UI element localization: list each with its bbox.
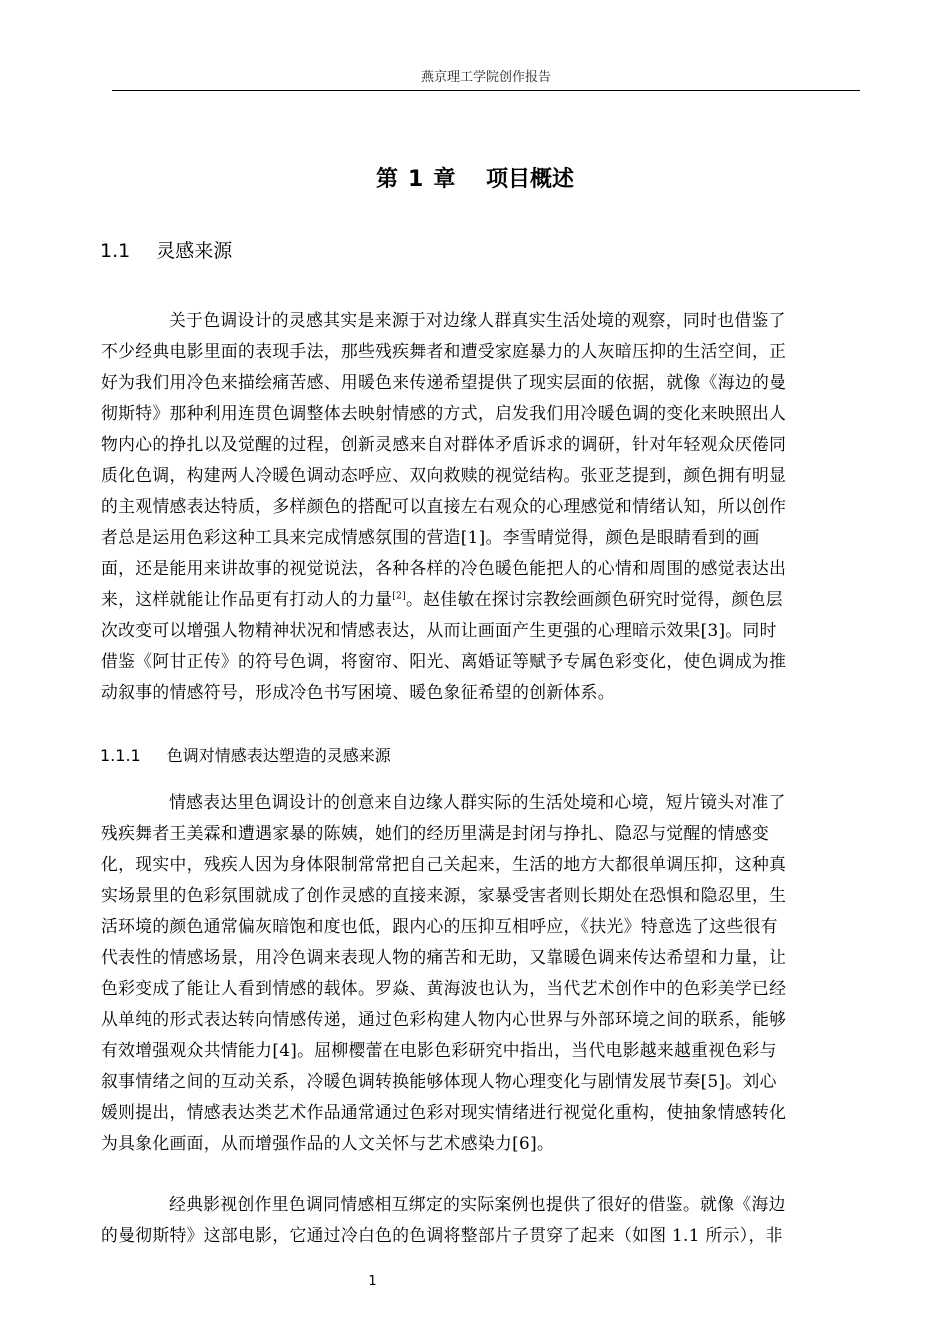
paragraph-line: 不少经典电影里面的表现手法，那些残疾舞者和遭受家庭暴力的人灰暗压抑的生活空间，正 bbox=[101, 341, 787, 361]
header-divider bbox=[112, 90, 860, 91]
subsection-heading bbox=[100, 743, 391, 766]
paragraph-line: 化，现实中，残疾人因为身体限制常常把自己关起来，生活的地方大都很单调压抑，这种真 bbox=[101, 854, 787, 874]
subsection-number: 1.1.1 bbox=[100, 746, 141, 765]
line-text: 来，这样就能让作品更有打动人的力量 bbox=[101, 589, 393, 609]
paragraph-film-reference bbox=[101, 1189, 866, 1251]
paragraph-line: 色彩变成了能让人看到情感的载体。罗焱、黄海波也认为，当代艺术创作中的色彩美学已经 bbox=[101, 978, 787, 998]
paragraph-line: 彻斯特》那种利用连贯色调整体去映射情感的方式，启发我们用冷暖色调的变化来映照出人 bbox=[101, 403, 787, 423]
paragraph-line: 活环境的颜色通常偏灰暗饱和度也低，跟内心的压抑互相呼应，《扶光》特意选了这些很有 bbox=[101, 916, 778, 936]
paragraph-line: 媛则提出，情感表达类艺术作品通常通过色彩对现实情绪进行视觉化重构，使抽象情感转化 bbox=[101, 1102, 787, 1122]
subsection-name: 色调对情感表达塑造的灵感来源 bbox=[166, 746, 391, 765]
paragraph-line: 从单纯的形式表达转向情感传递，通过色彩构建人物内心世界与外部环境之间的联系，能够 bbox=[101, 1009, 787, 1029]
chapter-label: 第 bbox=[376, 167, 399, 192]
paragraph-line: 面，还是能用来讲故事的视觉说法，各种各样的冷色暖色能把人的心情和周围的感觉表达出 bbox=[101, 558, 787, 578]
paragraph-line: 残疾舞者王美霖和遭遇家暴的陈姨，她们的经历里满是封闭与挣扎、隐忍与觉醒的情感变 bbox=[101, 823, 770, 843]
paragraph-line: 有效增强观众共情能力[4]。屈柳樱蕾在电影色彩研究中指出，当代电影越来越重视色彩与 bbox=[101, 1040, 777, 1060]
paragraph-line: 动叙事的情感符号，形成冷色书写困境、暖色象征希望的创新体系。 bbox=[101, 682, 615, 702]
paragraph-line: 次改变可以增强人物精神状况和情感表达，从而让画面产生更强的心理暗示效果[3]。同时 bbox=[101, 620, 777, 640]
citation-superscript: [2] bbox=[392, 591, 407, 602]
paragraph-line: 好为我们用冷色来描绘痛苦感、用暖色来传递希望提供了现实层面的依据，就像《海边的曼 bbox=[101, 372, 787, 392]
paragraph-line bbox=[101, 584, 866, 615]
page-header: 燕京理工学院创作报告 bbox=[420, 70, 551, 85]
paragraph-line: 关于色调设计的灵感其实是来源于对边缘人群真实生活处境的观察，同时也借鉴了 bbox=[169, 310, 786, 330]
paragraph-line: 的曼彻斯特》这部电影，它通过冷白色的色调将整部片子贯穿了起来（如图 1.1 所示），非 bbox=[101, 1225, 783, 1245]
paragraph-line: 质化色调，构建两人冷暖色调动态呼应、双向救赎的视觉结构。张亚芝提到，颜色拥有明显 bbox=[101, 465, 787, 485]
section-number: 1.1 bbox=[100, 240, 131, 262]
page-number: 1 bbox=[368, 1274, 377, 1289]
paragraph-line: 代表性的情感场景，用冷色调来表现人物的痛苦和无助，又靠暖色调来传达希望和力量，让 bbox=[101, 947, 787, 967]
chapter-title bbox=[0, 162, 950, 193]
paragraph-line: 借鉴《阿甘正传》的符号色调，将窗帘、阳光、离婚证等赋予专属色彩变化，使色调成为推 bbox=[101, 651, 787, 671]
paragraph-inspiration bbox=[101, 305, 866, 708]
line-text: 。赵佳敏在探讨宗教绘画颜色研究时觉得，颜色层 bbox=[406, 589, 783, 609]
paragraph-line: 为具象化画面，从而增强作品的人文关怀与艺术感染力[6]。 bbox=[101, 1133, 555, 1153]
chapter-number: 1 bbox=[408, 167, 424, 192]
chapter-suffix: 章 bbox=[433, 167, 456, 192]
paragraph-line: 情感表达里色调设计的创意来自边缘人群实际的生活处境和心境，短片镜头对准了 bbox=[169, 792, 786, 812]
paragraph-line: 的主观情感表达特质，多样颜色的搭配可以直接左右观众的心理感觉和情绪认知，所以创作 bbox=[101, 496, 787, 516]
section-heading bbox=[100, 236, 232, 263]
paragraph-line: 物内心的挣扎以及觉醒的过程，创新灵感来自对群体矛盾诉求的调研，针对年轻观众厌倦同 bbox=[101, 434, 787, 454]
paragraph-line: 者总是运用色彩这种工具来完成情感氛围的营造[1]。李雪晴觉得，颜色是眼睛看到的画 bbox=[101, 527, 760, 547]
paragraph-line: 实场景里的色彩氛围就成了创作灵感的直接来源，家暴受害者则长期处在恐惧和隐忍里，生 bbox=[101, 885, 787, 905]
paragraph-line: 经典影视创作里色调同情感相互绑定的实际案例也提供了很好的借鉴。就像《海边 bbox=[169, 1194, 786, 1214]
paragraph-line: 叙事情绪之间的互动关系，冷暖色调转换能够体现人物心理变化与剧情发展节奏[5]。刘心 bbox=[101, 1071, 777, 1091]
chapter-name: 项目概述 bbox=[485, 167, 574, 192]
section-name: 灵感来源 bbox=[156, 240, 233, 262]
paragraph-emotion-color bbox=[101, 787, 866, 1159]
